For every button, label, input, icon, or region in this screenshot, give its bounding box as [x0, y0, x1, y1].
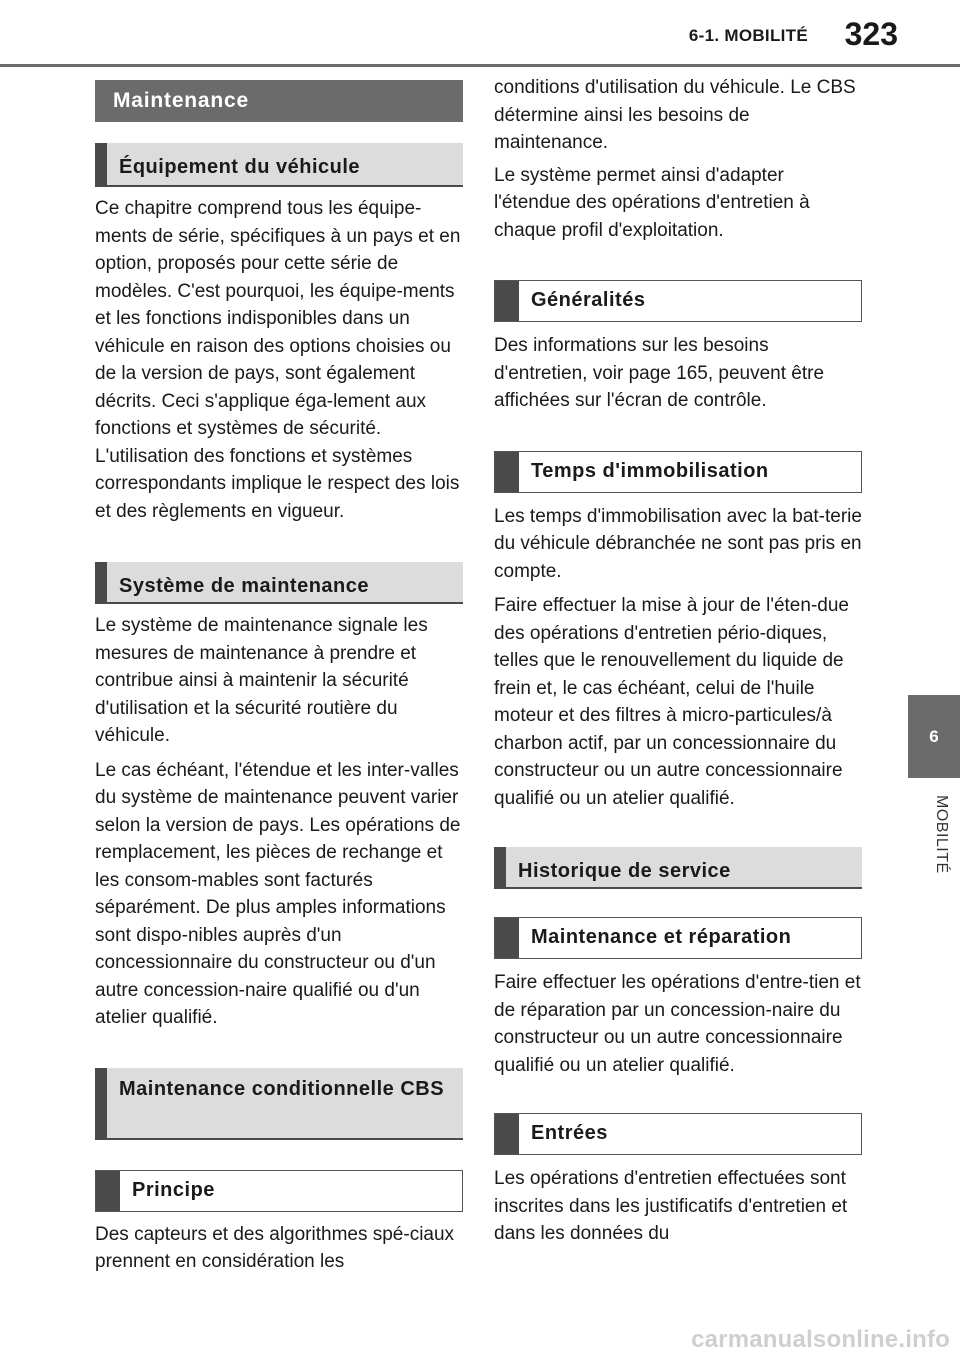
principe-heading: [95, 1170, 463, 1212]
systeme-paragraph-1: Le système de maintenance signale les mesures de maintenance à prendre et contribue ainsi à maintenir la sécurité d'utilisation et la sécurité routière du véhicule.: [95, 615, 428, 746]
header-rule: [0, 64, 960, 67]
chapter-label: MOBILITÉ: [933, 795, 950, 874]
temps-paragraph-1: Les temps d'immobilisation avec la bat-terie du véhicule débranchée ne sont pas pris en compte.: [494, 505, 862, 582]
heading-marker: [495, 1114, 519, 1154]
generalites-heading: [494, 280, 862, 322]
cbs-heading: Maintenance conditionnelle CBS: [95, 1068, 463, 1140]
heading-marker: [495, 452, 519, 492]
reparation-paragraph: Faire effectuer les opérations d'entre-tien et de réparation par un concession-naire du constructeur ou un autre concessionnaire qualifié ou un atelier qualifié.: [494, 972, 861, 1076]
cbs-continued-paragraph-1: conditions d'utilisation du véhicule. Le CBS détermine ainsi les besoins de maintenance.: [494, 77, 856, 153]
heading-marker: [495, 281, 519, 321]
equipement-paragraph: Ce chapitre comprend tous les équipe-ments de série, spécifiques à un pays et en option, proposés pour cette série de modèles. C'est pourquoi, les équipe-ments et les fonctions indisponibles dans un véhicule en raison des options choisies ou de la version de pays, sont également décrits. Ceci s'applique éga-lement aux fonctions et systèmes de sécurité. L'utilisation des fonctions et systèmes correspondants implique le respect des lois et des règlements en vigueur.: [95, 198, 461, 522]
reparation-heading-text: Maintenance et réparation: [531, 926, 792, 948]
heading-marker: [96, 1171, 120, 1211]
chapter-number: 6: [929, 726, 939, 746]
chapter-tab: [908, 695, 960, 778]
heading-marker: [495, 918, 519, 958]
watermark: carmanualsonline.info: [691, 1326, 950, 1353]
entrees-paragraph: Les opérations d'entretien effectuées sont inscrites dans les justificatifs d'entretien et dans les données du: [494, 1168, 848, 1244]
left-column: [95, 80, 463, 1276]
systeme-heading: Système de maintenance: [95, 562, 463, 604]
temps-heading-text: Temps d'immobilisation: [531, 459, 769, 482]
generalites-paragraph: Des informations sur les besoins d'entretien, voir page 165, peuvent être affichées sur l'écran de contrôle.: [494, 335, 825, 411]
temps-paragraph-2: Faire effectuer la mise à jour de l'éten-due des opérations d'entretien pério-diques, telles que le renouvellement du liquide de frein et, le cas échéant, celui de l'huile moteur et des filtres à micro-particules/à charbon actif, par un concessionnaire du constructeur ou un autre concessionnaire qualifié ou un atelier qualifié.: [494, 595, 849, 809]
principe-paragraph: Des capteurs et des algorithmes spé-ciaux prennent en considération les: [95, 1223, 455, 1272]
systeme-paragraph-2: Le cas échéant, l'étendue et les inter-valles du système de maintenance peuvent varier selon la version de pays. Les opérations de remplacement, les pièces de rechange et les consom-mables sont facturés séparément. De plus amples informations sont dispo-nibles auprès d'un concessionnaire du constructeur ou d'un autre concession-naire qualifié ou d'un atelier qualifié.: [95, 759, 461, 1028]
maintenance-heading: Maintenance: [95, 80, 463, 122]
right-column: [494, 74, 862, 1248]
temps-heading: [494, 451, 862, 493]
cbs-continued-paragraph-2: Le système permet ainsi d'adapter l'étendue des opérations d'entretien à chaque profil d'exploitation.: [494, 164, 810, 241]
section-title: 6-1. MOBILITÉ: [688, 26, 808, 45]
entrees-heading-text: Entrées: [531, 1122, 608, 1144]
principe-heading-text: Principe: [132, 1178, 215, 1201]
historique-heading: Historique de service: [494, 847, 862, 889]
generalites-heading-text: Généralités: [531, 289, 646, 311]
equipement-heading: Équipement du véhicule: [95, 143, 463, 187]
reparation-heading: [494, 917, 862, 959]
entrees-heading: [494, 1113, 862, 1155]
page-number: 323: [844, 16, 898, 52]
